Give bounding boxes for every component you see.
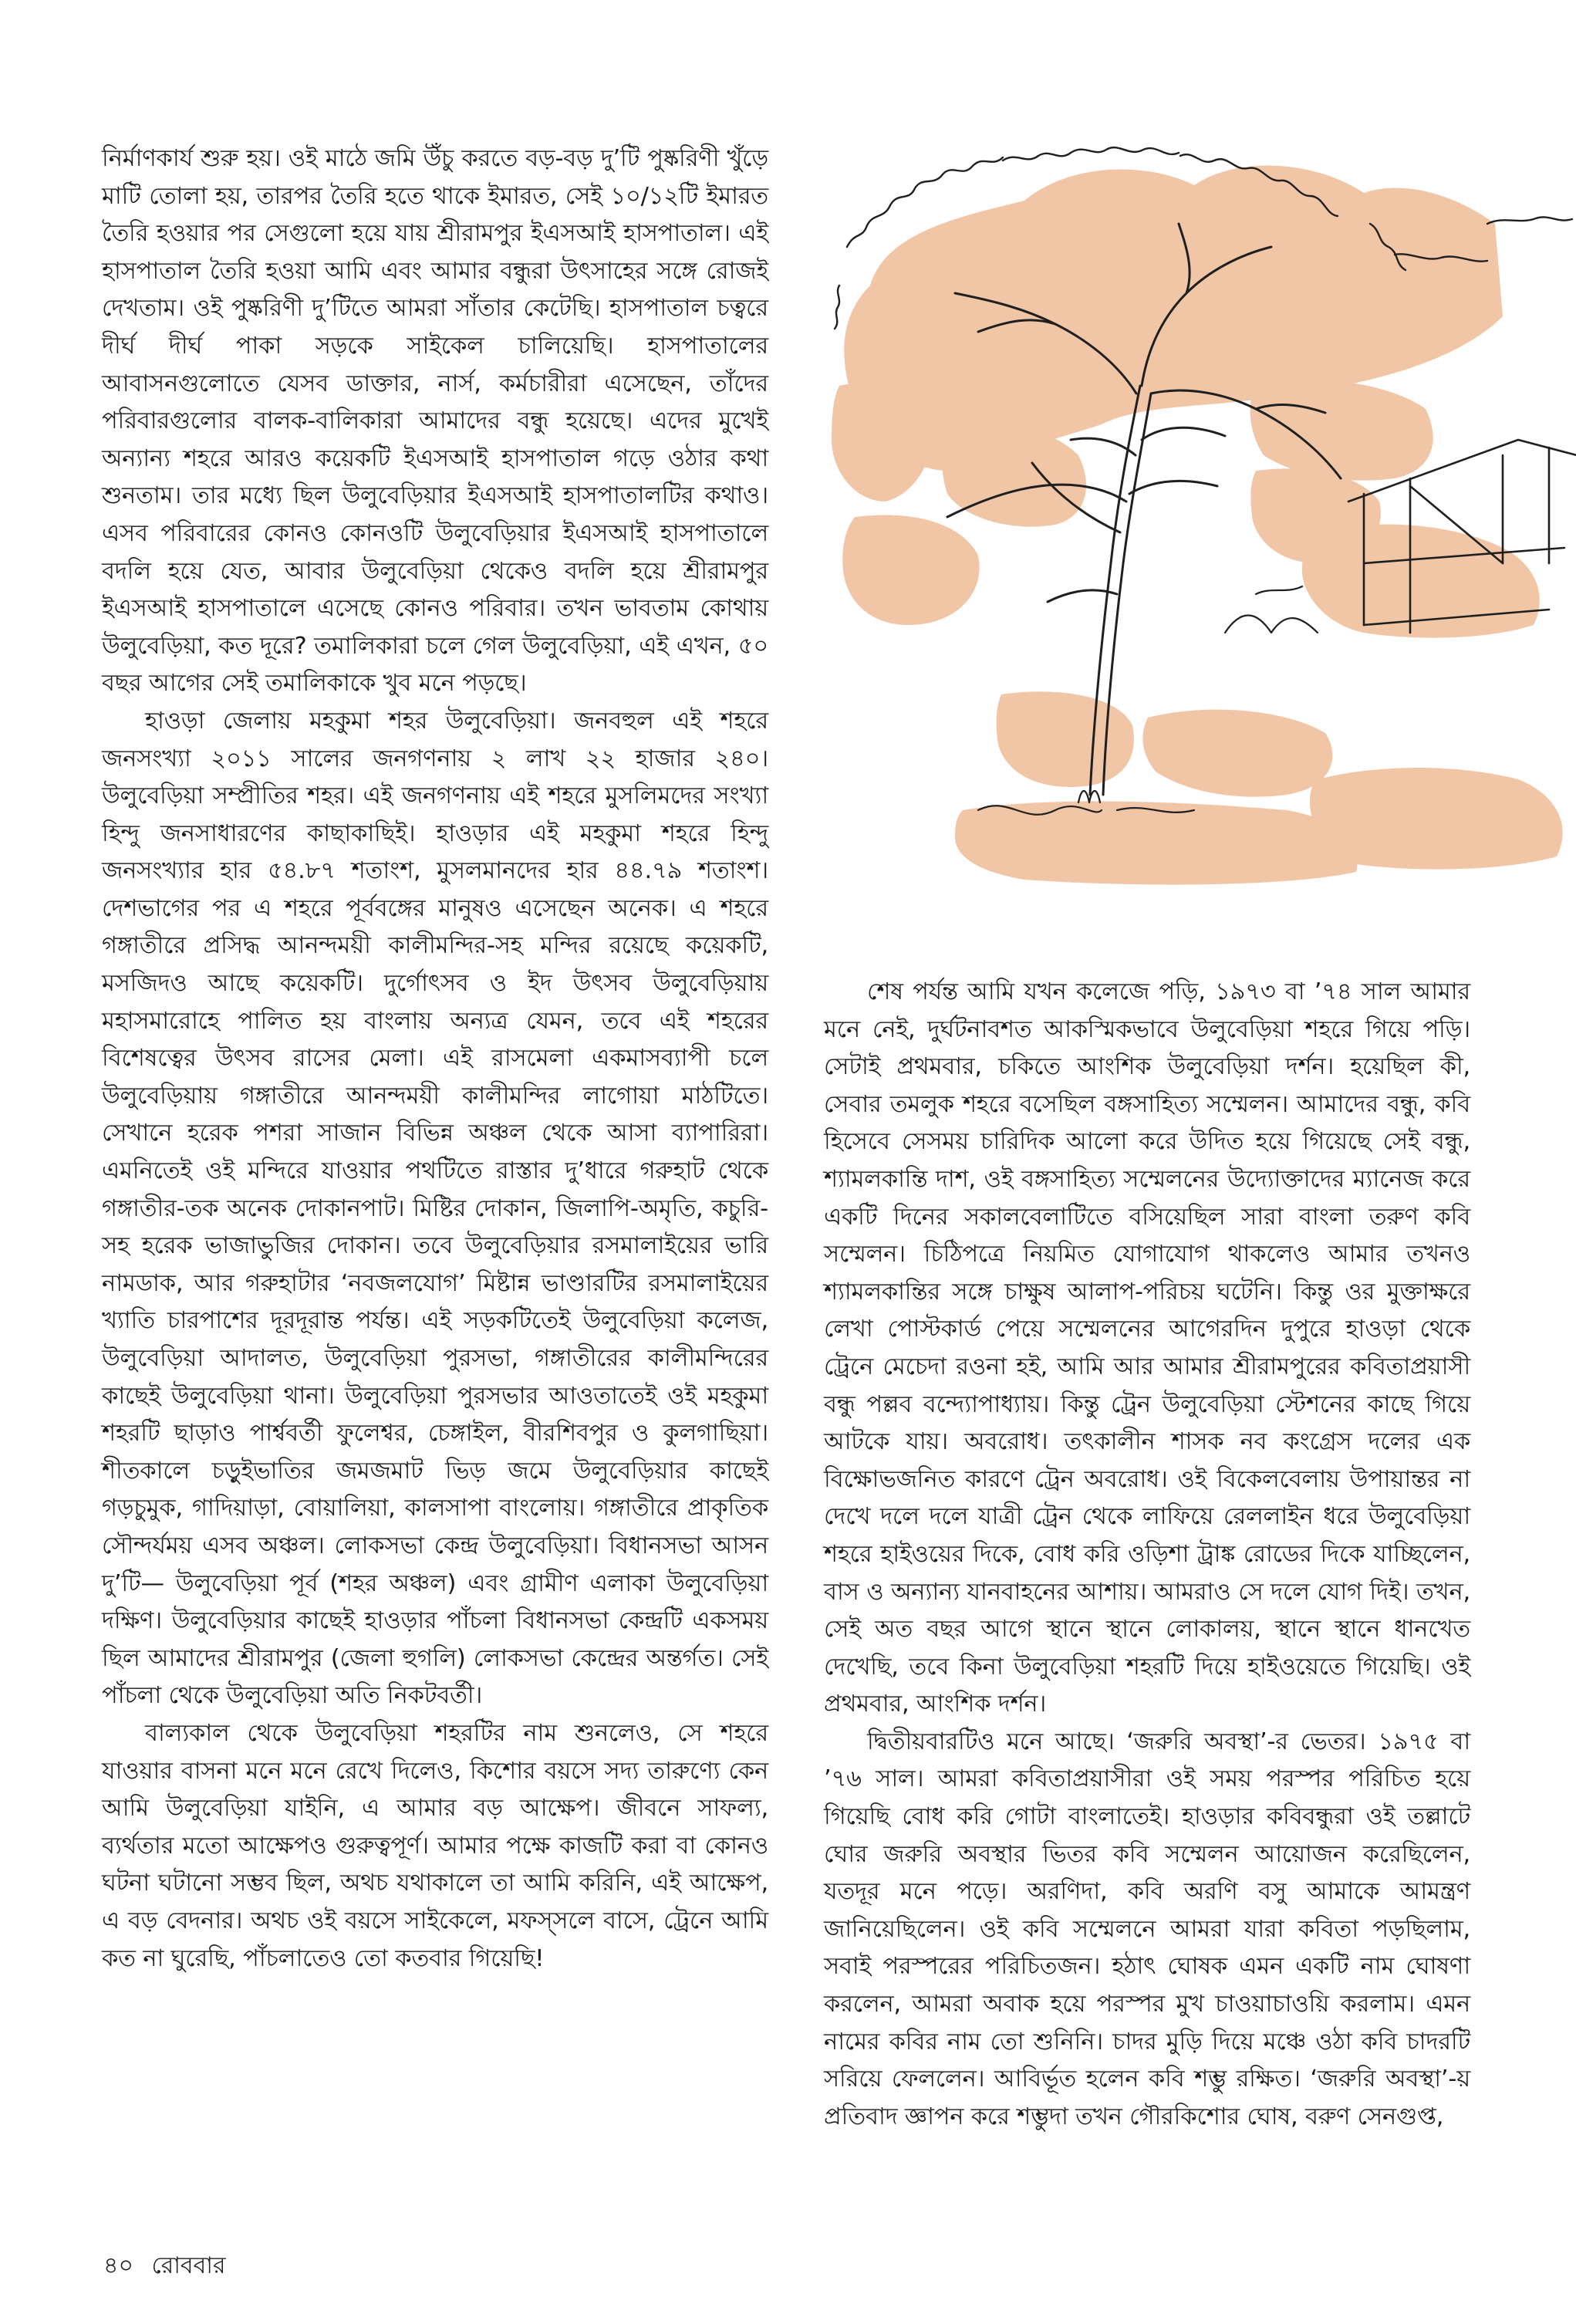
paragraph: নির্মাণকার্য শুরু হয়। ওই মাঠে জমি উঁচু করতে বড়-বড় দু’টি পুষ্করিণী খুঁড়ে মাটি তোলা হয়, তারপর তৈরি হতে থাকে ইমারত, সেই ১০/১২টি ইমারত তৈরি হওয়ার পর সেগুলো হয়ে যায় শ্রীরামপুর ইএসআই হাসপাতাল। এই হাসপাতাল তৈরি হওয়া আমি এবং আমার বন্ধুরা উৎসাহের সঙ্গে রোজই দেখতাম। ওই পুষ্করিণী দু’টিতে আমরা সাঁতার কেটেছি। হাসপাতাল চত্বরে দীর্ঘ দীর্ঘ পাকা সড়কে সাইকেল চালিয়েছি। হাসপাতালের আবাসনগুলোতে যেসব ডাক্তার, নার্স, কর্মচারীরা এসেছেন, তাঁদের পরিবারগুলোর বালক-বালিকারা আমাদের বন্ধু হয়েছে। এদের মুখেই অন্যান্য শহরে আরও কয়েকটি ইএসআই হাসপাতাল গড়ে ওঠার কথা শুনতাম। তার মধ্যে ছিল উলুবেড়িয়ার ইএসআই হাসপাতালটির কথাও। এসব পরিবারের কোনও কোনওটি উলুবেড়িয়ার ইএসআই হাসপাতালে বদলি হয়ে যেত, আবার উলুবেড়িয়া থেকেও বদলি হয়ে শ্রীরামপুর ইএসআই হাসপাতালে এসেছে কোনও পরিবার। তখন ভাবতাম কোথায় উলুবেড়িয়া, কত দূরে? তমালিকারা চলে গেল উলুবেড়িয়া, এই এখন, ৫০ বছর আগের সেই তমালিকাকে খুব মনে পড়ছে। [102,145,768,698]
paragraph: হাওড়া জেলায় মহকুমা শহর উলুবেড়িয়া। জনবহুল এই শহরে জনসংখ্যা ২০১১ সালের জনগণনায় ২ লাখ ২২ হাজার ২৪০। উলুবেড়িয়া সম্প্রীতির শহর। এই জনগণনায় এই শহরে মুসলিমদের সংখ্যা হিন্দু জনসাধারণের কাছাকাছিই। হাওড়ার এই মহকুমা শহরে হিন্দু জনসংখ্যার হার ৫৪.৮৭ শতাংশ, মুসলমানদের হার ৪৪.৭৯ শতাংশ। দেশভাগের পর এ শহরে পূর্ববঙ্গের মানুষও এসেছেন অনেক। এ শহরে গঙ্গাতীরে প্রসিদ্ধ আনন্দময়ী কালীমন্দির-সহ মন্দির রয়েছে কয়েকটি, মসজিদও আছে কয়েকটি। দুর্গোৎসব ও ইদ উৎসব উলুবেড়িয়ায় মহাসমারোহে পালিত হয় বাংলায় অন্যত্র যেমন, তবে এই শহরের বিশেষত্বের উৎসব রাসের মেলা। এই রাসমেলা একমাসব্যাপী চলে উলুবেড়িয়ায় গঙ্গাতীরে আনন্দময়ী কালীমন্দির লাগোয়া মাঠটিতে। সেখানে হরেক পশরা সাজান বিভিন্ন অঞ্চল থেকে আসা ব্যাপারিরা। এমনিতেই ওই মন্দিরে যাওয়ার পথটিতে রাস্তার দু’ধারে গরুহাট থেকে গঙ্গাতীর-তক অনেক দোকানপাট। মিষ্টির দোকান, জিলাপি-অমৃতি, কচুরি-সহ হরেক ভাজাভুজির দোকান। তবে উলুবেড়িয়ার রসমালাইয়ের ভারি নামডাক, আর গরুহাটার ‘নবজলযোগ’ মিষ্টান্ন ভাণ্ডারটির রসমালাইয়ের খ্যাতি চারপাশের দূরদূরান্ত পর্যন্ত। এই সড়কটিতেই উলুবেড়িয়া কলেজ, উলুবেড়িয়া আদালত, উলুবেড়িয়া পুরসভা, গঙ্গাতীরের কালীমন্দিরের কাছেই উলুবেড়িয়া থানা। উলুবেড়িয়া পুরসভার আওতাতেই ওই মহকুমা শহরটি ছাড়াও পার্শ্ববর্তী ফুলেশ্বর, চেঙ্গাইল, বীরশিবপুর ও কুলগাছিয়া। শীতকালে চড়ুইভাতির জমজমাট ভিড় জমে উলুবেড়িয়ার কাছেই গড়চুমুক, গাদিয়াড়া, বোয়ালিয়া, কালসাপা বাংলোয়। গঙ্গাতীরে প্রাকৃতিক সৌন্দর্যময় এসব অঞ্চল। লোকসভা কেন্দ্র উলুবেড়িয়া। বিধানসভা আসন দু’টি— উলুবেড়িয়া পূর্ব (শহর অঞ্চল) এবং গ্রামীণ এলাকা উলুবেড়িয়া দক্ষিণ। উলুবেড়িয়ার কাছেই হাওড়ার পাঁচলা বিধানসভা কেন্দ্রটি একসময় ছিল আমাদের শ্রীরামপুর (জেলা হুগলি) লোকসভা কেন্দ্রের অন্তর্গত। সেই পাঁচলা থেকে উলুবেড়িয়া অতি নিকটবর্তী। [102,707,768,1710]
tree-illustration [824,131,1576,949]
paragraph: দ্বিতীয়বারটিও মনে আছে। ‘জরুরি অবস্থা’-র ভেতর। ১৯৭৫ বা ’৭৬ সাল। আমরা কবিতাপ্রয়াসীরা ওই সময় পরস্পর পরিচিত হয়ে গিয়েছি বোধ করি গোটা বাংলাতেই। হাওড়ার কবিবন্ধুরা ওই তল্লাটে ঘোর জরুরি অবস্থার ভিতর কবি সম্মেলন আয়োজন করেছিলেন, যতদূর মনে পড়ে। অরণিদা, কবি অরণি বসু আমাকে আমন্ত্রণ জানিয়েছিলেন। ওই কবি সম্মেলনে আমরা যারা কবিতা পড়ছিলাম, সবাই পরস্পরের পরিচিতজন। হঠাৎ ঘোষক এমন একটি নাম ঘোষণা করলেন, আমরা অবাক হয়ে পরস্পর মুখ চাওয়াচাওয়ি করলাম। এমন নামের কবির নাম তো শুনিনি। চাদর মুড়ি দিয়ে মঞ্চে ওঠা কবি চাদরটি সরিয়ে ফেললেন। আবির্ভূত হলেন কবি শম্ভু রক্ষিত। ‘জরুরি অবস্থা’-য় প্রতিবাদ জ্ঞাপন করে শম্ভুদা তখন গৌরকিশোর ঘোষ, বরুণ সেনগুপ্ত, [824,1728,1470,2130]
page-number: ৪০ [103,2252,133,2279]
right-column [824,974,1470,2136]
paragraph: শেষ পর্যন্ত আমি যখন কলেজে পড়ি, ১৯৭৩ বা ’৭৪ সাল আমার মনে নেই, দুর্ঘটনাবশত আকস্মিকভাবে উলুবেড়িয়া শহরে গিয়ে পড়ি। সেটাই প্রথমবার, চকিতে আংশিক উলুবেড়িয়া দর্শন। হয়েছিল কী, সেবার তমলুক শহরে বসেছিল বঙ্গসাহিত্য সম্মেলন। আমাদের বন্ধু, কবি হিসেবে সেসময় চারিদিক আলো করে উদিত হয়ে গিয়েছে সেই বন্ধু, শ্যামলকান্তি দাশ, ওই বঙ্গসাহিত্য সম্মেলনের উদ্যোক্তাদের ম্যানেজ করে একটি দিনের সকালবেলাটিতে বসিয়েছিল সারা বাংলা তরুণ কবি সম্মেলন। চিঠিপত্রে নিয়মিত যোগাযোগ থাকলেও আমার তখনও শ্যামলকান্তির সঙ্গে চাক্ষুষ আলাপ-পরিচয় ঘটেনি। কিন্তু ওর মুক্তাক্ষরে লেখা পোস্টকার্ড পেয়ে সম্মেলনের আগেরদিন দুপুরে হাওড়া থেকে ট্রেনে মেচেদা রওনা হই, আমি আর আমার শ্রীরামপুরের কবিতাপ্রয়াসী বন্ধু পল্লব বন্দ্যোপাধ্যায়। কিন্তু ট্রেন উলুবেড়িয়া স্টেশনের কাছে গিয়ে আটকে যায়। অবরোধ। তৎকালীন শাসক নব কংগ্রেস দলের এক বিক্ষোভজনিত কারণে ট্রেন অবরোধ। ওই বিকেলবেলায় উপায়ান্তর না দেখে দলে দলে যাত্রী ট্রেন থেকে লাফিয়ে রেললাইন ধরে উলুবেড়িয়া শহরে হাইওয়ের দিকে, বোধ করি ওড়িশা ট্রাঙ্ক রোডের দিকে যাচ্ছিলেন, বাস ও অন্যান্য যানবাহনের আশায়। আমরাও সে দলে যোগ দিই। তখন, সেই অত বছর আগে স্থানে স্থানে লোকালয়, স্থানে স্থানে ধানখেত দেখেছি, তবে কিনা উলুবেড়িয়া শহরটি দিয়ে হাইওয়েতে গিয়েছি। ওই প্রথমবার, আংশিক দর্শন। [824,978,1470,1718]
paragraph: বাল্যকাল থেকে উলুবেড়িয়া শহরটির নাম শুনলেও, সে শহরে যাওয়ার বাসনা মনে মনে রেখে দিলেও, কিশোর বয়সে সদ্য তারুণ্যে কেন আমি উলুবেড়িয়া যাইনি, এ আমার বড় আক্ষেপ। জীবনে সাফল্য, ব্যর্থতার মতো আক্ষেপও গুরুত্বপূর্ণ। আমার পক্ষে কাজটি করা বা কোনও ঘটনা ঘটানো সম্ভব ছিল, অথচ যথাকালে তা আমি করিনি, এই আক্ষেপ, এ বড় বেদনার। অথচ ওই বয়সে সাইকেলে, মফস্সলে বাসে, ট্রেনে আমি কত না ঘুরেছি, পাঁচলাতেও তো কতবার গিয়েছি! [102,1719,768,1972]
magazine-name: রোববার [151,2252,226,2279]
page-footer [103,2247,237,2286]
left-column [102,140,768,1978]
